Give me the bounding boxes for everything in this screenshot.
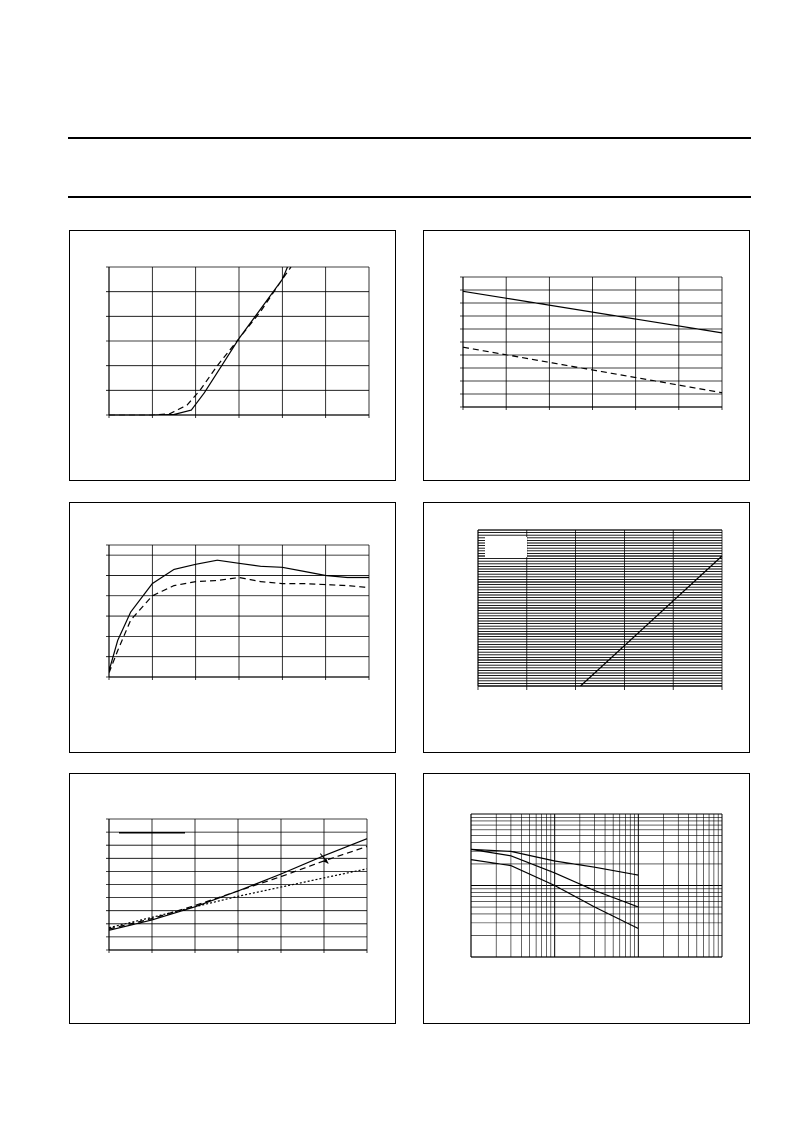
- legend-box: [485, 537, 527, 557]
- figure-panel-6: [423, 773, 750, 1024]
- chart-6-svg: [424, 774, 751, 1025]
- figure-panel-5: [69, 773, 396, 1024]
- chart-1-svg: [70, 231, 397, 482]
- header-rule-top: [68, 137, 751, 139]
- figure-panel-3: [69, 502, 396, 753]
- chart-4-svg: [424, 503, 751, 754]
- chart-3-svg: [70, 503, 397, 754]
- chart-2-svg: [424, 231, 751, 482]
- header-rule-bottom: [68, 196, 751, 198]
- chart-5-svg: [70, 774, 397, 1025]
- figure-panel-2: [423, 230, 750, 481]
- figure-panel-1: [69, 230, 396, 481]
- figure-panel-4: [423, 502, 750, 753]
